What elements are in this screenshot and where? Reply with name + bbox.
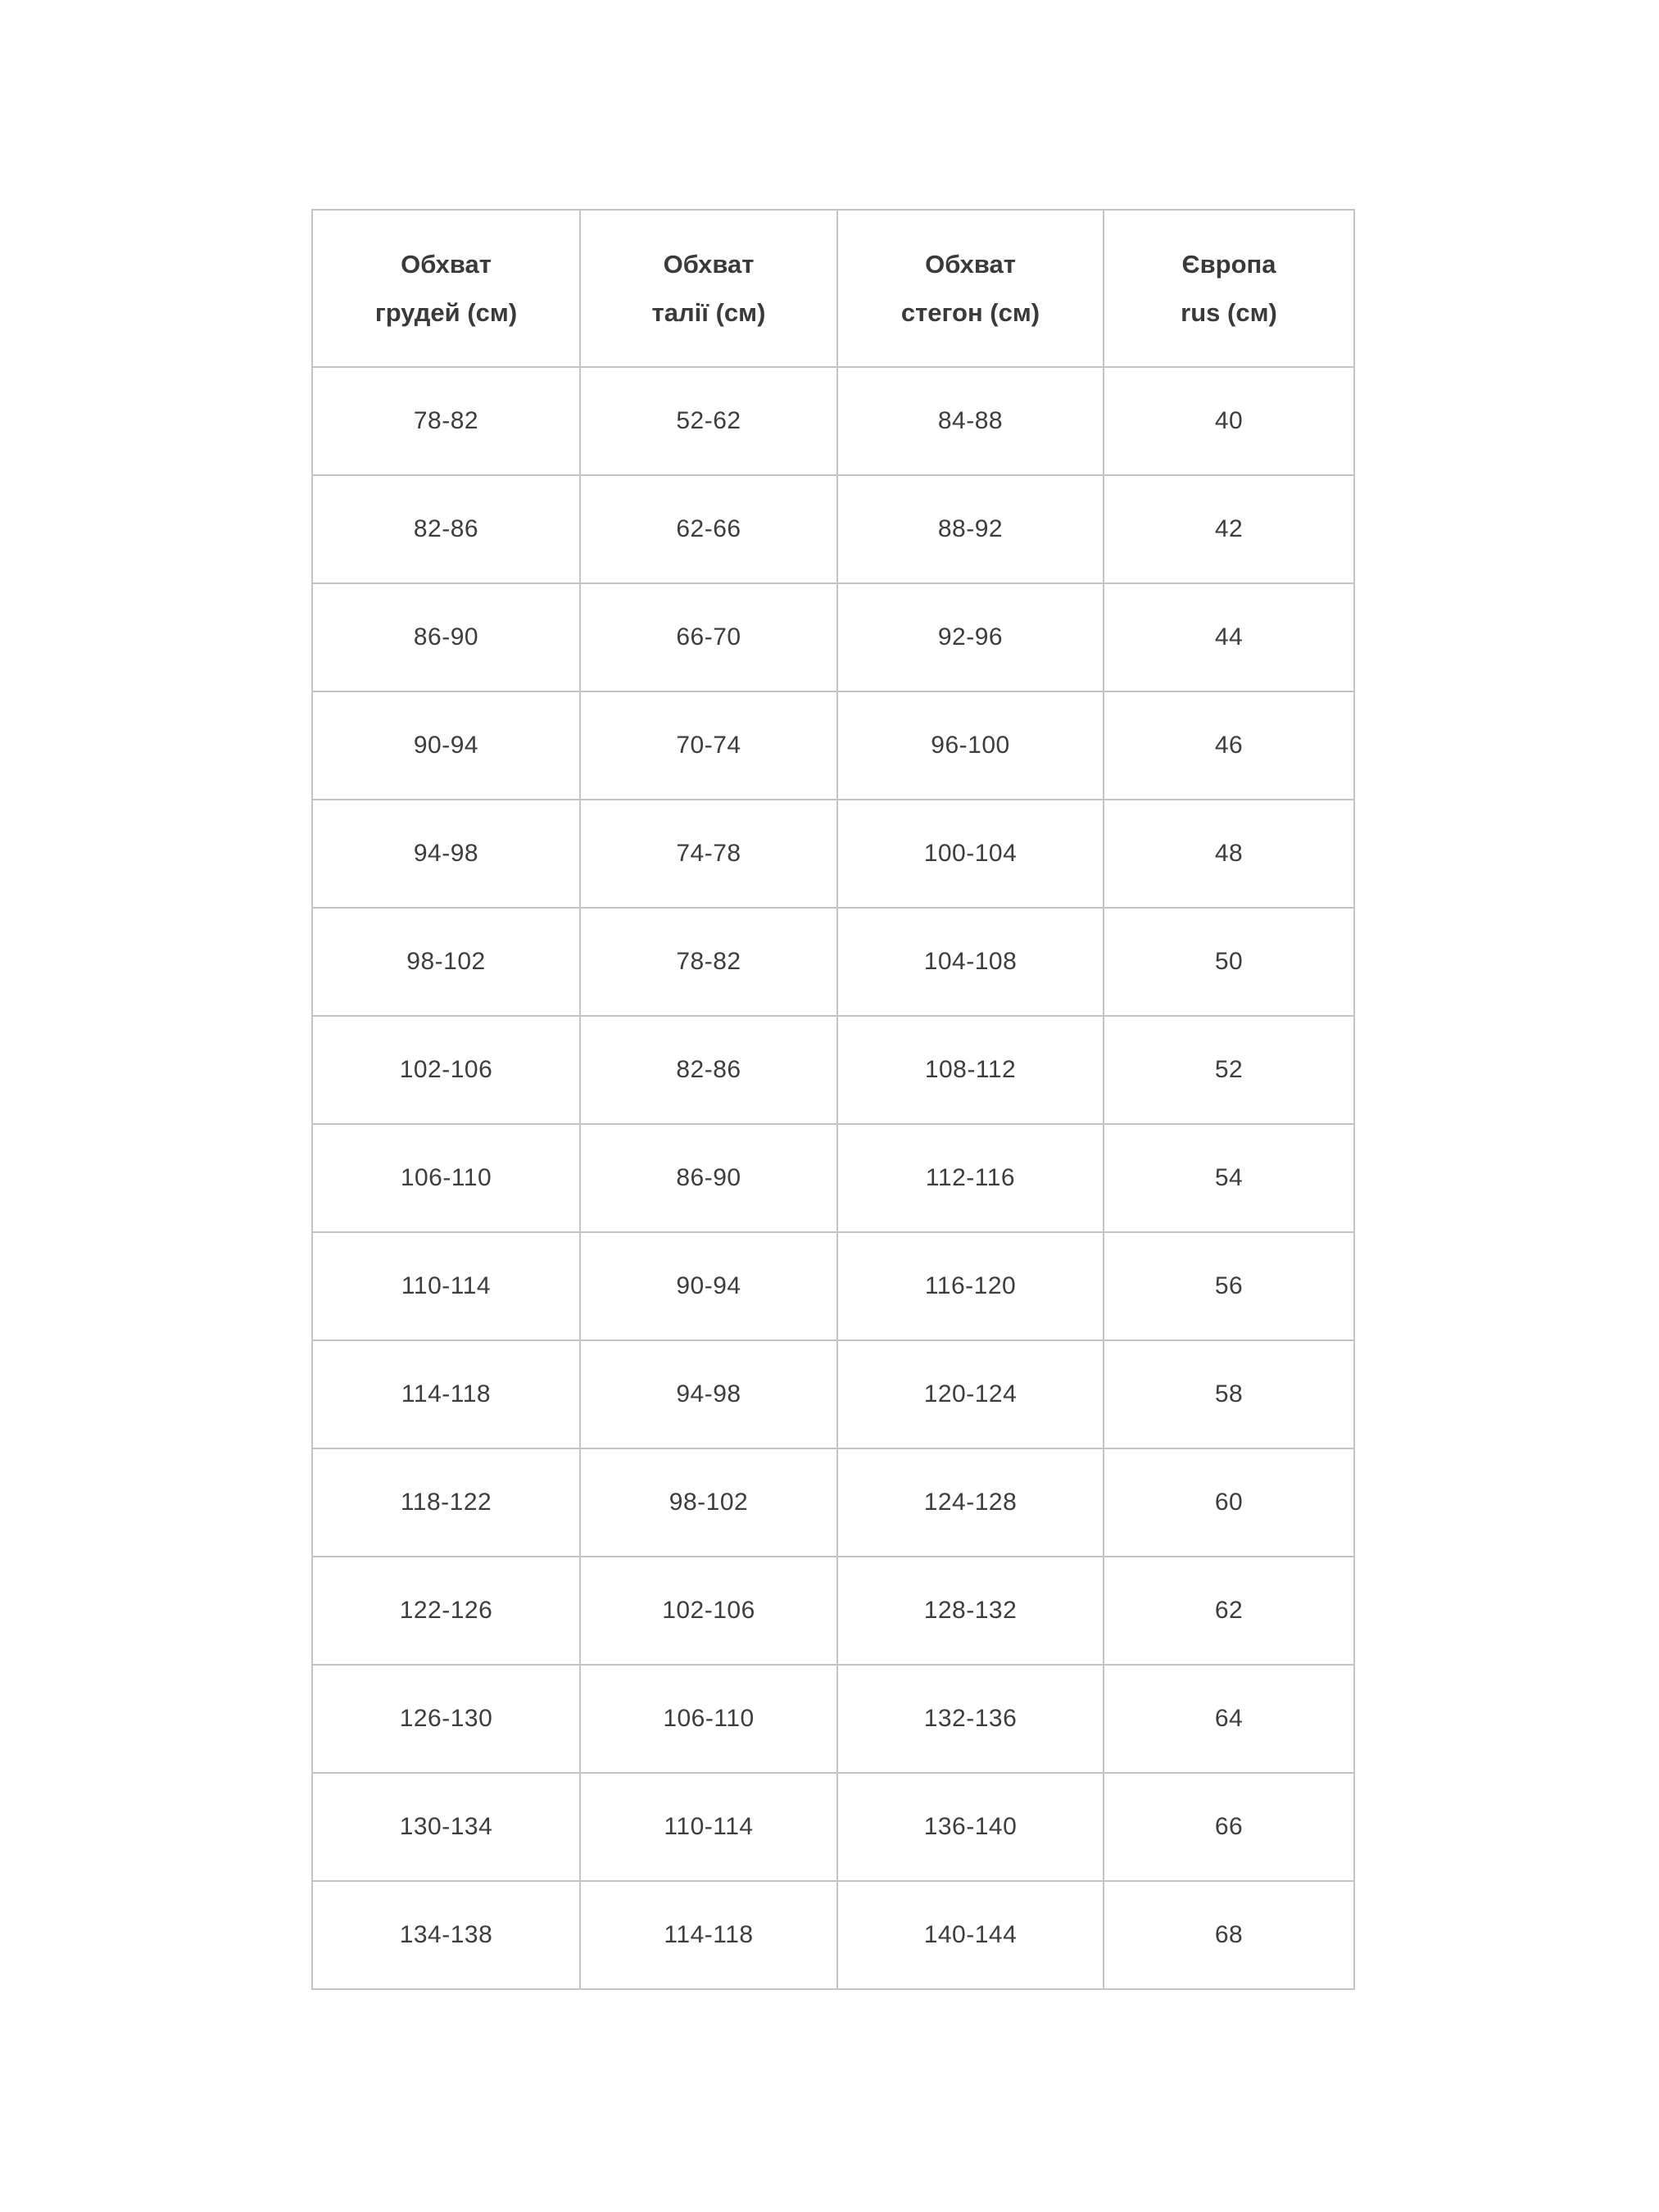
cell-waist: 66-70 — [580, 583, 837, 691]
cell-waist: 86-90 — [580, 1124, 837, 1232]
cell-hips: 112-116 — [837, 1124, 1104, 1232]
table-row — [312, 1881, 1354, 1989]
cell-hips: 124-128 — [837, 1448, 1104, 1557]
cell-waist: 110-114 — [580, 1773, 837, 1881]
cell-size: 66 — [1104, 1773, 1354, 1881]
cell-hips: 96-100 — [837, 691, 1104, 800]
cell-hips: 132-136 — [837, 1665, 1104, 1773]
cell-hips: 104-108 — [837, 908, 1104, 1016]
cell-waist: 74-78 — [580, 800, 837, 908]
table-row — [312, 1340, 1354, 1448]
cell-waist: 78-82 — [580, 908, 837, 1016]
table-row — [312, 1773, 1354, 1881]
cell-chest: 86-90 — [312, 583, 580, 691]
size-chart-container — [311, 209, 1355, 1990]
table-row — [312, 1448, 1354, 1557]
cell-chest: 90-94 — [312, 691, 580, 800]
table-row — [312, 1016, 1354, 1124]
cell-size: 50 — [1104, 908, 1354, 1016]
cell-chest: 122-126 — [312, 1557, 580, 1665]
table-row — [312, 800, 1354, 908]
table-row — [312, 908, 1354, 1016]
cell-chest: 110-114 — [312, 1232, 580, 1340]
cell-size: 58 — [1104, 1340, 1354, 1448]
cell-chest: 134-138 — [312, 1881, 580, 1989]
size-table — [311, 209, 1355, 1990]
column-header-europe-size-line2: rus (см) — [1181, 298, 1277, 327]
cell-chest: 130-134 — [312, 1773, 580, 1881]
cell-hips: 136-140 — [837, 1773, 1104, 1881]
cell-chest: 94-98 — [312, 800, 580, 908]
cell-size: 60 — [1104, 1448, 1354, 1557]
cell-hips: 140-144 — [837, 1881, 1104, 1989]
cell-hips: 88-92 — [837, 475, 1104, 583]
cell-hips: 120-124 — [837, 1340, 1104, 1448]
column-header-waist — [580, 210, 837, 367]
cell-chest: 114-118 — [312, 1340, 580, 1448]
header-row — [312, 210, 1354, 367]
cell-size: 52 — [1104, 1016, 1354, 1124]
cell-hips: 108-112 — [837, 1016, 1104, 1124]
column-header-chest-line2: грудей (см) — [374, 298, 518, 327]
cell-hips: 92-96 — [837, 583, 1104, 691]
column-header-hips-line2: стегон (см) — [900, 298, 1040, 327]
cell-chest: 118-122 — [312, 1448, 580, 1557]
table-row — [312, 1124, 1354, 1232]
cell-waist: 98-102 — [580, 1448, 837, 1557]
cell-chest: 98-102 — [312, 908, 580, 1016]
table-row — [312, 583, 1354, 691]
cell-waist: 52-62 — [580, 367, 837, 475]
size-table-header — [312, 210, 1354, 367]
cell-size: 68 — [1104, 1881, 1354, 1989]
column-header-waist-line2: талії (см) — [651, 298, 766, 327]
column-header-europe-size-line1: Європа — [1181, 250, 1276, 279]
cell-chest: 106-110 — [312, 1124, 580, 1232]
column-header-chest — [312, 210, 580, 367]
cell-chest: 82-86 — [312, 475, 580, 583]
cell-chest: 78-82 — [312, 367, 580, 475]
column-header-hips-line1: Обхват — [925, 250, 1016, 279]
cell-size: 46 — [1104, 691, 1354, 800]
cell-waist: 114-118 — [580, 1881, 837, 1989]
cell-waist: 102-106 — [580, 1557, 837, 1665]
cell-hips: 128-132 — [837, 1557, 1104, 1665]
size-table-body — [312, 367, 1354, 1989]
cell-size: 42 — [1104, 475, 1354, 583]
cell-waist: 82-86 — [580, 1016, 837, 1124]
column-header-chest-line1: Обхват — [401, 250, 492, 279]
cell-hips: 84-88 — [837, 367, 1104, 475]
cell-chest: 126-130 — [312, 1665, 580, 1773]
cell-size: 64 — [1104, 1665, 1354, 1773]
cell-size: 48 — [1104, 800, 1354, 908]
cell-waist: 94-98 — [580, 1340, 837, 1448]
column-header-waist-line1: Обхват — [663, 250, 755, 279]
cell-hips: 100-104 — [837, 800, 1104, 908]
cell-size: 44 — [1104, 583, 1354, 691]
cell-size: 56 — [1104, 1232, 1354, 1340]
cell-hips: 116-120 — [837, 1232, 1104, 1340]
table-row — [312, 475, 1354, 583]
cell-size: 62 — [1104, 1557, 1354, 1665]
table-row — [312, 1665, 1354, 1773]
cell-waist: 90-94 — [580, 1232, 837, 1340]
cell-waist: 62-66 — [580, 475, 837, 583]
cell-size: 40 — [1104, 367, 1354, 475]
cell-chest: 102-106 — [312, 1016, 580, 1124]
cell-waist: 106-110 — [580, 1665, 837, 1773]
cell-waist: 70-74 — [580, 691, 837, 800]
table-row — [312, 1232, 1354, 1340]
cell-size: 54 — [1104, 1124, 1354, 1232]
table-row — [312, 691, 1354, 800]
table-row — [312, 1557, 1354, 1665]
column-header-hips — [837, 210, 1104, 367]
column-header-europe-size — [1104, 210, 1354, 367]
table-row — [312, 367, 1354, 475]
